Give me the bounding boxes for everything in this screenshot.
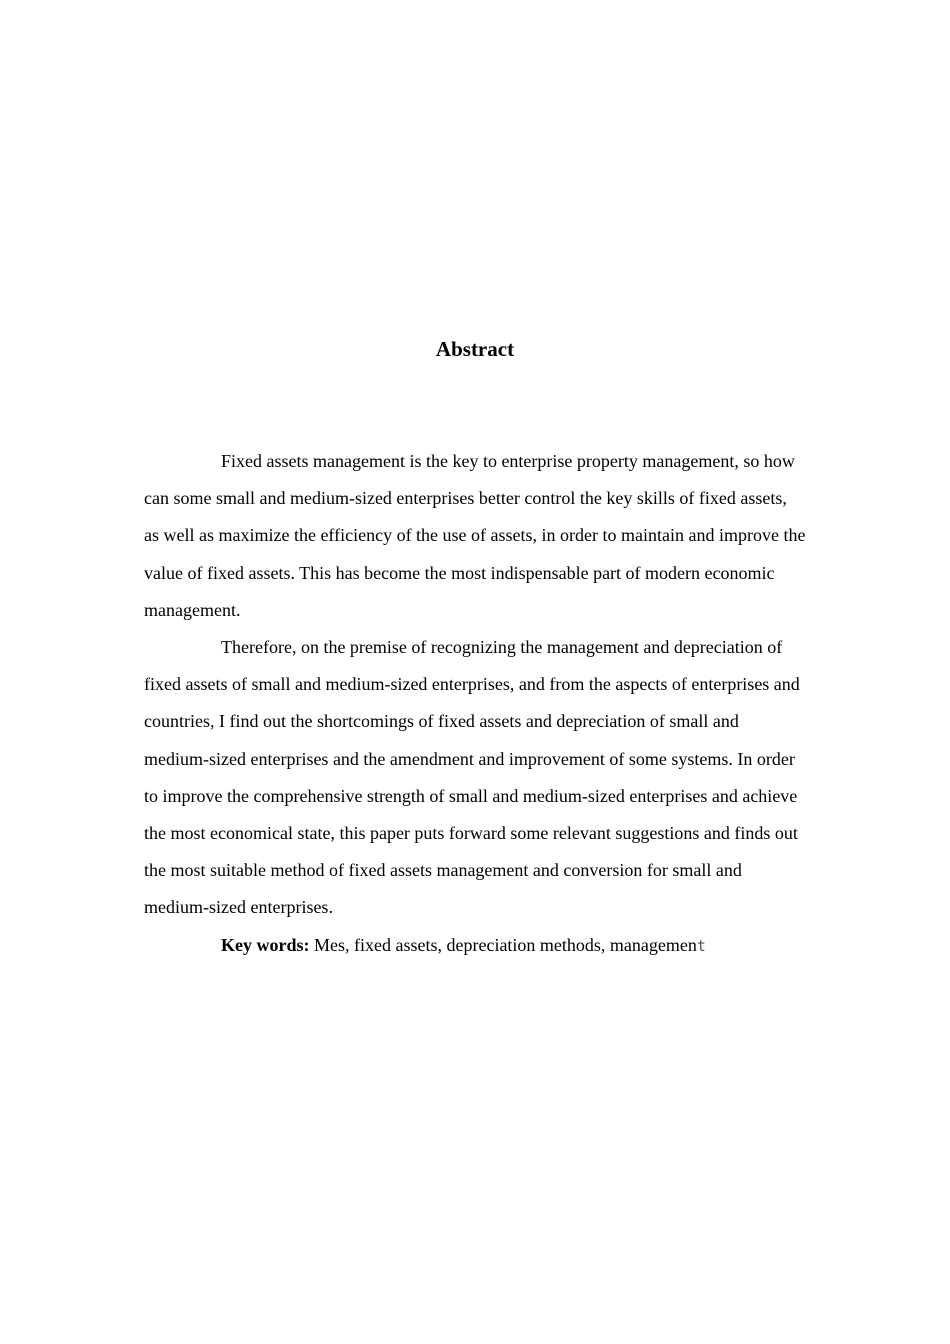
abstract-body — [144, 443, 806, 965]
abstract-paragraph-1: Fixed assets management is the key to enterprise property management, so how can some small and medium-sized enterprises better control the key skills of fixed assets, as well as maximize the efficiency of the use of assets, in order to maintain and improve the value of fixed assets. This has become the most indispensable part of modern economic management. — [144, 451, 806, 620]
keywords-tail: t — [696, 936, 706, 955]
keywords-text: Mes, fixed assets, depreciation methods, managemen — [309, 934, 697, 955]
abstract-heading: Abstract — [435, 337, 515, 361]
keywords-label: Key words: — [221, 934, 310, 955]
abstract-paragraph-2: Therefore, on the premise of recognizing the management and depreciation of fixed assets of small and medium-sized enterprises, and from the aspects of enterprises and countries, I find out the shortcomings of fixed assets and depreciation of small and medium-sized enterprises and the amendment and improvement of some systems. In order to improve the comprehensive strength of small and medium-sized enterprises and achieve the most economical state, this paper puts forward some relevant suggestions and finds out the most suitable method of fixed assets management and conversion for small and medium-sized enterprises. — [144, 637, 800, 918]
keywords-line — [144, 927, 806, 965]
